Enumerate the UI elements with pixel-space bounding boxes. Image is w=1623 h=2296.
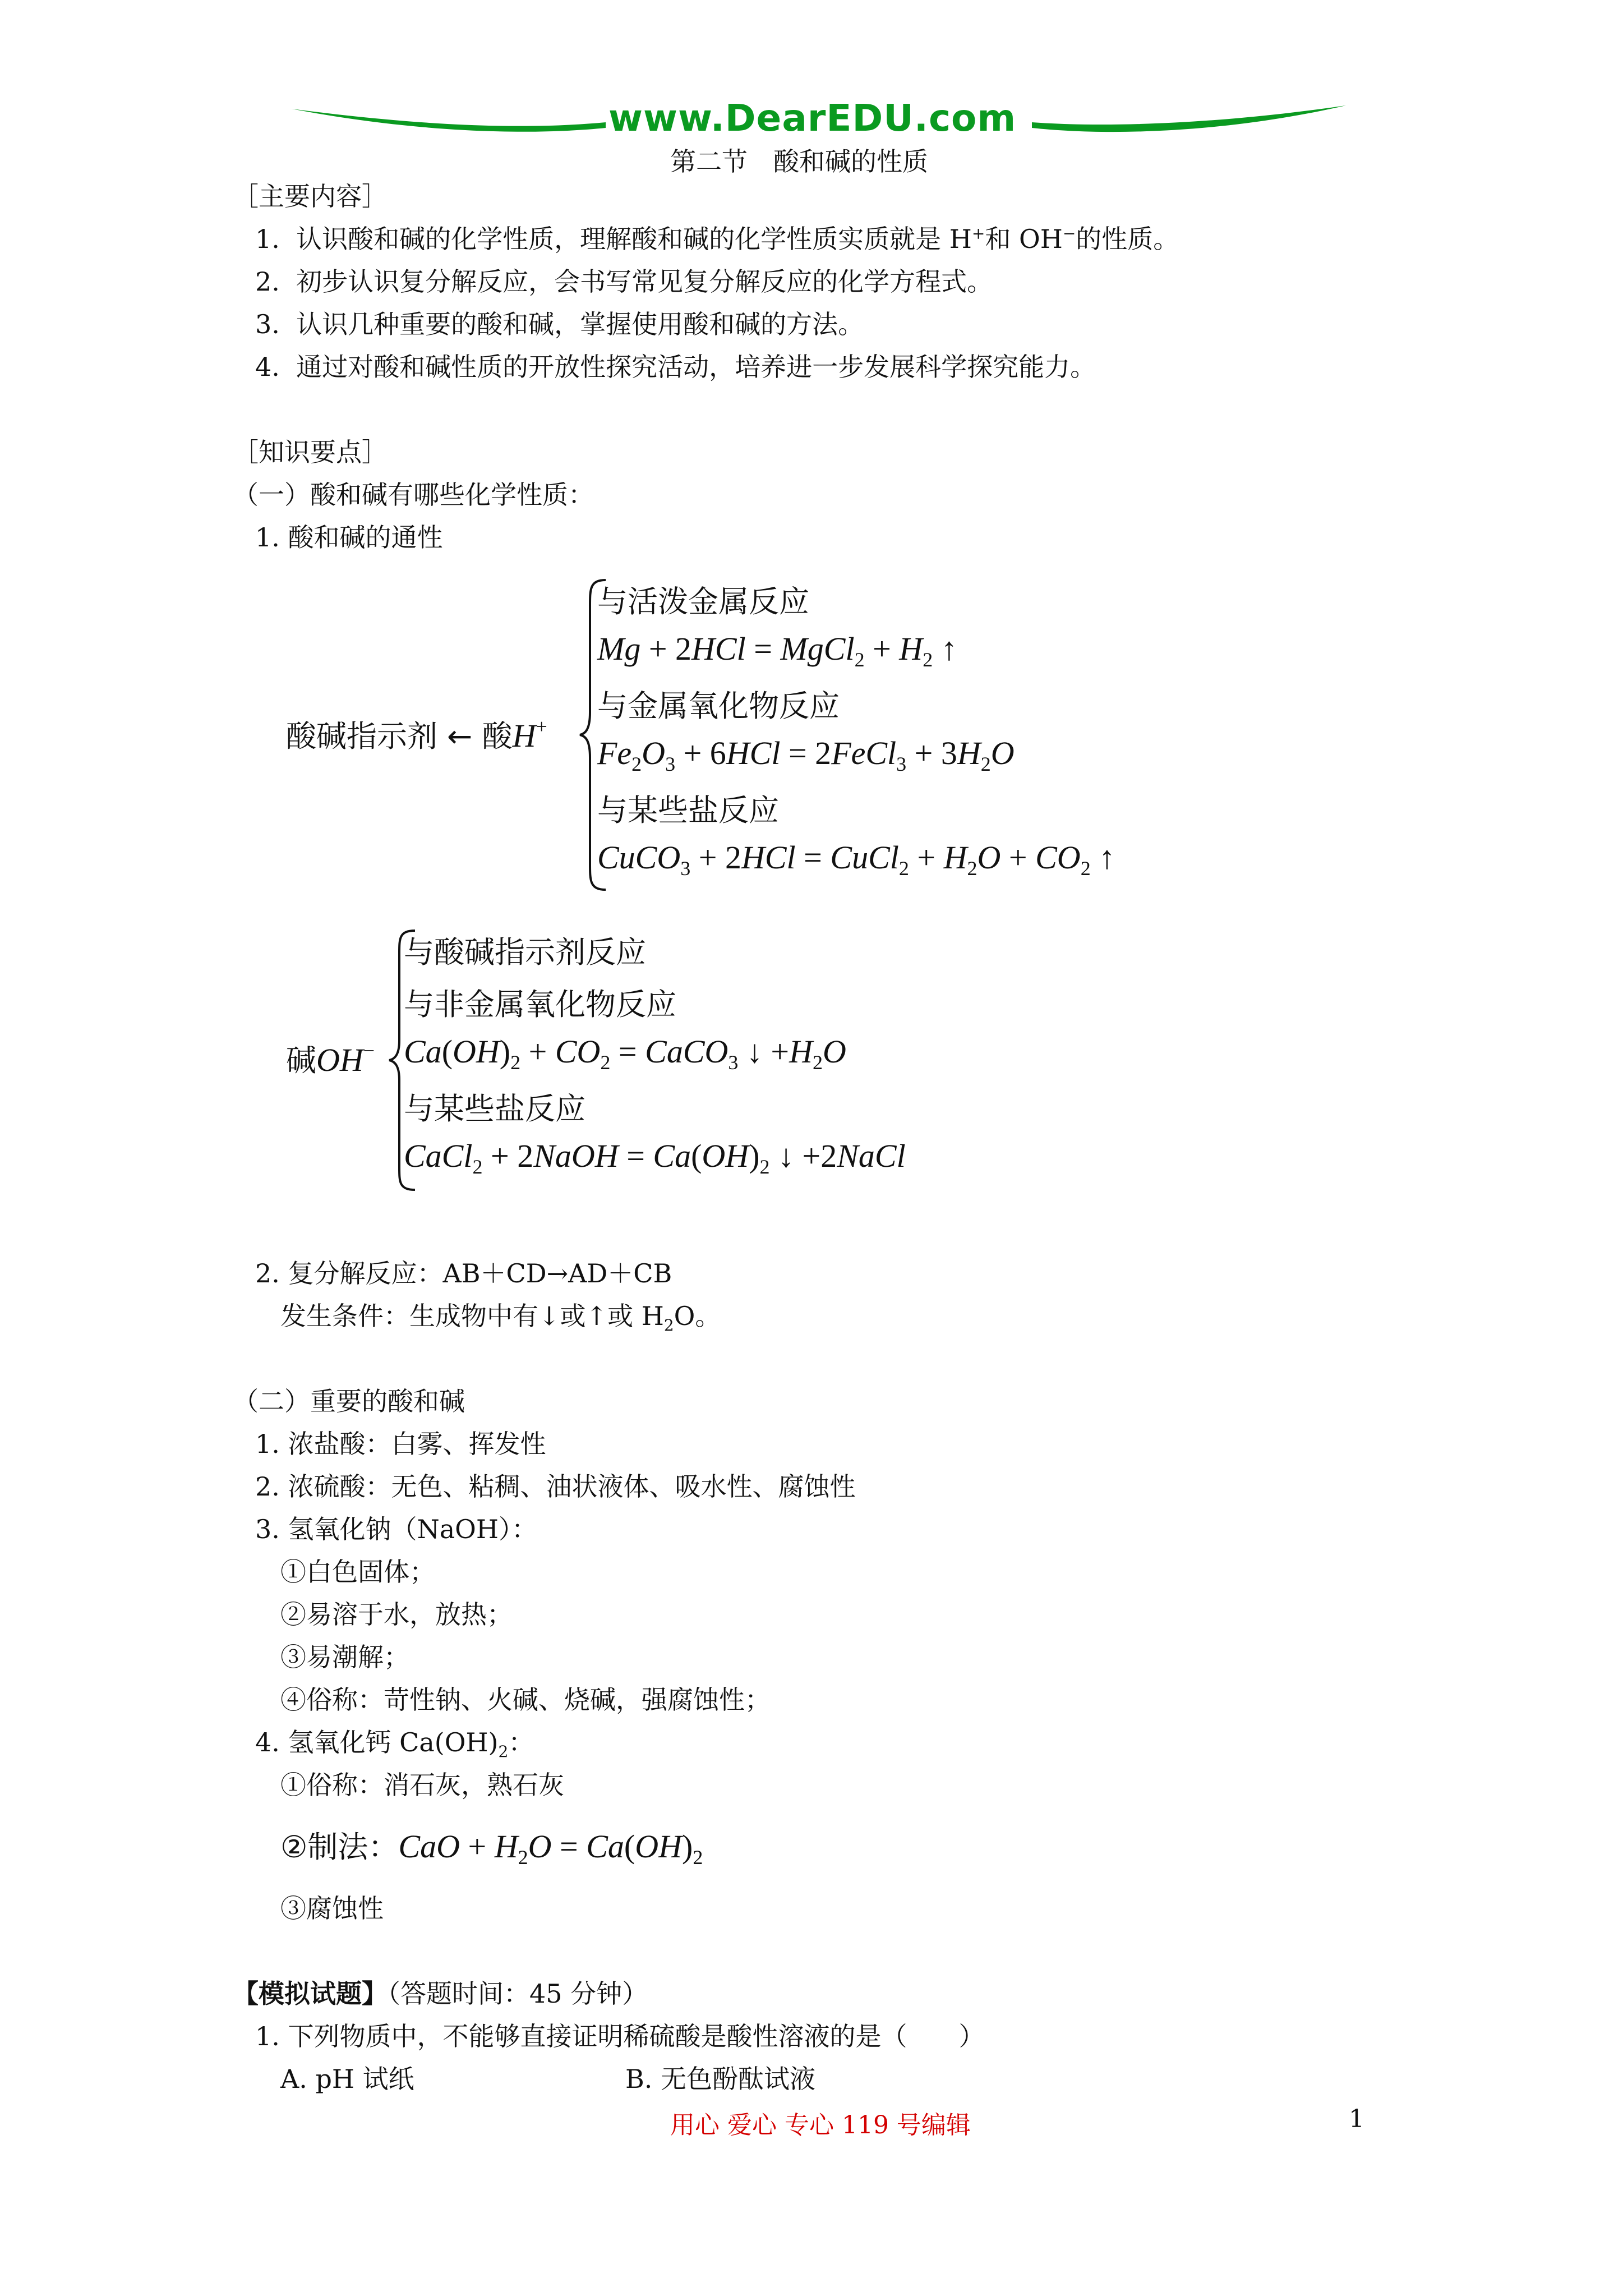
item-text: 认识几种重要的酸和碱，掌握使用酸和碱的方法。 xyxy=(296,309,864,339)
point-heading: 2. 复分解反应：AB＋CD→AD＋CB xyxy=(255,1258,672,1289)
property-text: 与活泼金属反应 xyxy=(597,584,809,619)
equation-mg-hcl: Mg + 2HCl = MgCl$_2$ + $H_2$ ↑ xyxy=(597,631,957,671)
option-a: A. pH 试纸 xyxy=(280,2064,414,2094)
list-item: ③腐蚀性 xyxy=(280,1893,384,1924)
property-text: 与金属氧化物反应 xyxy=(597,688,840,724)
list-item: ②易溶于水，放热； xyxy=(280,1599,513,1630)
subsection-heading: （二）重要的酸和碱 xyxy=(233,1386,465,1416)
method-label: ②制法： xyxy=(280,1829,399,1865)
list-item: ③易潮解； xyxy=(280,1642,409,1672)
condition-text xyxy=(280,1300,721,1335)
page-title: 第二节 酸和碱的性质 xyxy=(670,146,928,177)
item-text: 初步认识复分解反应，会书写常见复分解反应的化学方程式。 xyxy=(296,266,993,297)
acid-property-2 xyxy=(597,682,840,725)
condition-main: 发生条件：生成物中有↓或↑或 H xyxy=(280,1301,664,1331)
superscript: + xyxy=(971,224,985,243)
list-item: 2. 浓硫酸：无色、粘稠、油状液体、吸水性、腐蚀性 xyxy=(255,1471,856,1502)
exam-title: 【模拟试题】 xyxy=(233,1978,388,2009)
banner-logo: www.DearEDU.com xyxy=(608,96,1017,140)
list-item: 1. 浓盐酸：白雾、挥发性 xyxy=(255,1429,546,1459)
equation-cao-h2o: ②制法：CaO + $H_2O = Ca(OH)_2$ xyxy=(280,1828,703,1869)
equation-caoh2-co2: $Ca(OH)_2 + CO_2$ = CaCO$_3$ ↓ $+H_2O$ xyxy=(404,1033,846,1074)
equation-cacl2-naoh: CaCl$_2$ + 2NaOH = $Ca(OH)_2$ ↓ +2NaCl xyxy=(404,1138,906,1178)
item-text: 和 OH xyxy=(985,224,1063,254)
subscript: 2 xyxy=(498,1742,509,1761)
superscript: − xyxy=(1062,224,1076,243)
list-item: ①俗称：消石灰，熟石灰 xyxy=(280,1770,564,1800)
item-text: 认识酸和碱的化学性质，理解酸和碱的化学性质实质就是 H xyxy=(296,224,972,254)
base-property-1 xyxy=(404,928,646,972)
item-number: 3. xyxy=(255,309,280,339)
exam-time: （答题时间：45 分钟） xyxy=(388,1978,648,2009)
acid-property-3 xyxy=(597,786,779,830)
item-number: 2. xyxy=(255,266,280,297)
list-item: ①白色固体； xyxy=(280,1557,435,1587)
acid-label xyxy=(286,712,547,756)
item-number: 4. xyxy=(255,352,280,382)
property-text: 与某些盐反应 xyxy=(597,793,779,828)
base-label-text: 碱 xyxy=(286,1043,316,1078)
property-text: 与酸碱指示剂反应 xyxy=(404,935,646,970)
acid-ion: H xyxy=(512,717,536,754)
item-text: 通过对酸和碱性质的开放性探究活动，培养进一步发展科学探究能力。 xyxy=(296,352,1096,382)
caoh-end: ： xyxy=(508,1727,534,1757)
list-item: 3. 氢氧化钠（NaOH）： xyxy=(255,1514,538,1544)
property-text: 与非金属氧化物反应 xyxy=(404,987,676,1022)
list-item xyxy=(255,351,1096,383)
base-label xyxy=(286,1037,375,1080)
page-number: 1 xyxy=(1349,2105,1364,2133)
superscript: − xyxy=(363,1039,375,1062)
property-text: 与某些盐反应 xyxy=(404,1091,585,1126)
base-property-2 xyxy=(404,981,676,1024)
option-b: B. 无色酚酞试液 xyxy=(625,2064,816,2094)
point-heading: 1. 酸和碱的通性 xyxy=(255,522,443,553)
footer-text: 用心 爱心 专心 119 号编辑 xyxy=(670,2111,971,2139)
list-item xyxy=(255,309,864,340)
acid-label-text: 酸碱指示剂 ← 酸 xyxy=(286,719,513,754)
acid-property-1 xyxy=(597,578,809,621)
exam-heading xyxy=(233,1978,648,2009)
condition-end: O。 xyxy=(674,1301,721,1331)
base-property-3 xyxy=(404,1085,585,1128)
item-number: 1. xyxy=(255,224,280,254)
list-item xyxy=(255,223,1179,255)
list-item xyxy=(255,266,993,297)
list-item: ④俗称：苛性钠、火碱、烧碱，强腐蚀性； xyxy=(280,1685,771,1715)
base-ion: OH xyxy=(316,1042,363,1078)
list-item xyxy=(255,1727,534,1761)
equation-cuco3-hcl: CuCO$_3$ + 2HCl = CuCl$_2$ + $H_2O + CO_2$ ↑ xyxy=(597,839,1115,880)
question: 1. 下列物质中，不能够直接证明稀硫酸是酸性溶液的是（ ） xyxy=(255,2021,985,2051)
equation-fe2o3-hcl: $Fe_2O_3 + 6HCl$ = 2FeCl$_3$ + $3H_2O$ xyxy=(597,735,1015,775)
caoh-text: 4. 氢氧化钙 Ca(OH) xyxy=(255,1727,499,1757)
subscript: 2 xyxy=(663,1316,674,1335)
superscript: + xyxy=(536,715,547,738)
item-text: 的性质。 xyxy=(1076,224,1179,254)
section-heading: ［知识要点］ xyxy=(233,437,388,467)
section-heading: ［主要内容］ xyxy=(233,181,388,211)
subsection-heading: （一）酸和碱有哪些化学性质： xyxy=(233,480,594,510)
